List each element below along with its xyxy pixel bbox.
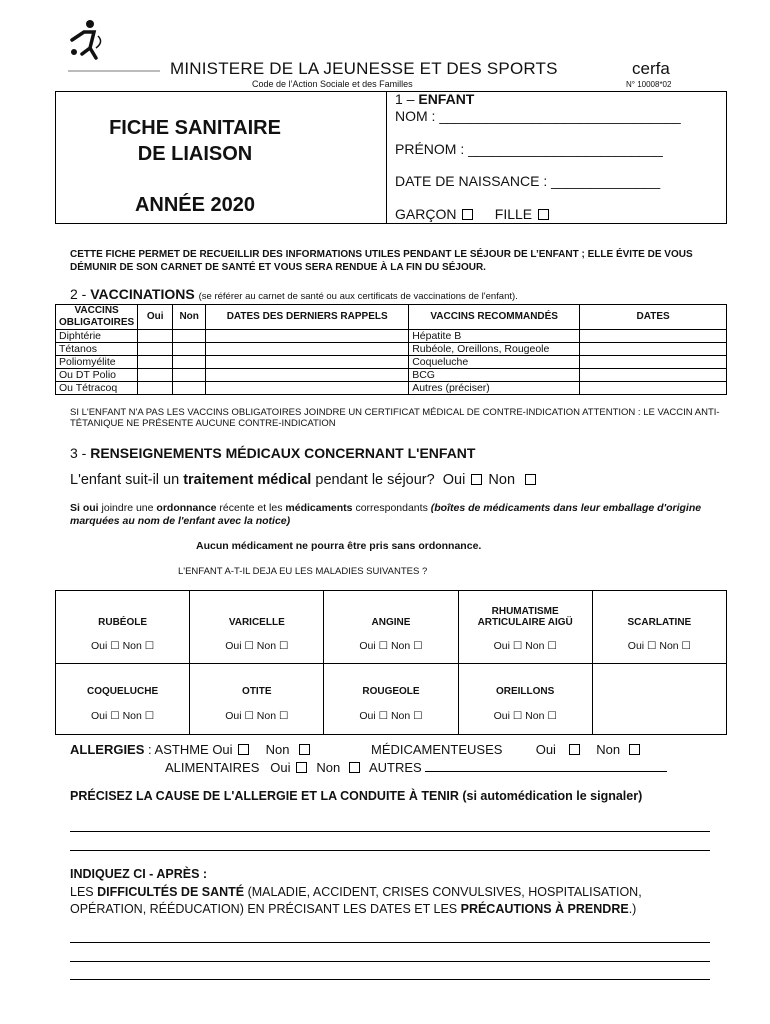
table-row bbox=[56, 369, 727, 382]
header-vaccins-recommandes: VACCINS RECOMMANDÉS bbox=[409, 305, 580, 330]
text-part: joindre une bbox=[101, 502, 154, 514]
maladies-question: L'ENFANT A-T-IL DEJA EU LES MALADIES SUIVANTES ? bbox=[178, 566, 428, 577]
answer-line[interactable] bbox=[70, 979, 710, 980]
vaccinations-heading bbox=[70, 286, 518, 302]
non-label: Non bbox=[488, 472, 516, 488]
non-cell[interactable] bbox=[173, 330, 206, 343]
form-title-line1: FICHE SANITAIRE bbox=[109, 117, 281, 139]
autres-field[interactable] bbox=[425, 759, 667, 772]
vaccinations-table bbox=[55, 304, 727, 395]
maladies-row bbox=[56, 664, 727, 699]
asthme-label: : ASTHME Oui bbox=[148, 742, 233, 757]
text-bold: médicaments bbox=[285, 502, 353, 514]
alim-non-checkbox[interactable] bbox=[349, 762, 360, 773]
non-cell[interactable] bbox=[173, 343, 206, 356]
alimentaires-label: ALIMENTAIRES bbox=[165, 760, 260, 775]
fille-label: FILLE bbox=[494, 206, 533, 222]
date-cell[interactable] bbox=[580, 343, 727, 356]
date-cell[interactable] bbox=[580, 330, 727, 343]
maladies-row bbox=[56, 629, 727, 664]
maladies-row bbox=[56, 698, 727, 735]
oui-cell[interactable] bbox=[138, 330, 173, 343]
section-number: 2 - bbox=[70, 286, 87, 302]
table-row bbox=[56, 343, 727, 356]
allergies-label: ALLERGIES bbox=[70, 742, 145, 757]
date-rappel-cell[interactable] bbox=[206, 356, 409, 369]
date-naissance-field[interactable]: DATE DE NAISSANCE : ______________ bbox=[395, 173, 661, 189]
garcon-checkbox[interactable] bbox=[462, 209, 473, 220]
allergies-row1 bbox=[70, 742, 642, 757]
aucun-medicament: Aucun médicament ne pourra être pris sans ordonnance. bbox=[196, 540, 482, 552]
table-row bbox=[56, 330, 727, 343]
vaccin-obligatoire: Tétanos bbox=[56, 343, 138, 356]
oui-non-choice[interactable]: Oui ☐ Non ☐ bbox=[458, 629, 592, 664]
section-title: ENFANT bbox=[418, 91, 475, 107]
nom-field[interactable]: NOM : _______________________________ bbox=[395, 108, 681, 124]
traitement-non-checkbox[interactable] bbox=[525, 474, 536, 485]
date-rappel-cell[interactable] bbox=[206, 382, 409, 395]
header-dates: DATES bbox=[580, 305, 727, 330]
si-oui: Si oui bbox=[70, 502, 99, 514]
oui-label: Oui bbox=[442, 472, 466, 488]
text-part: correspondants bbox=[355, 502, 428, 514]
vaccin-recommande: Rubéole, Oreillons, Rougeole bbox=[409, 343, 580, 356]
text-part: LES bbox=[70, 885, 94, 899]
header-oui: Oui bbox=[138, 305, 173, 330]
section-subtitle: (se référer au carnet de santé ou aux certificats de vaccinations de l'enfant). bbox=[198, 291, 518, 302]
oui-non-choice[interactable]: Oui ☐ Non ☐ bbox=[56, 629, 190, 664]
vaccination-note: SI L'ENFANT N'A PAS LES VACCINS OBLIGATOIRES JOINDRE UN CERTIFICAT MÉDICAL DE CONTRE-INDICATION ATTENTION : LE VACCIN ANTI-TÉTANIQUE NE PRÉSENTE AUCUNE CONTRE-INDICATION bbox=[70, 407, 720, 429]
date-rappel-cell[interactable] bbox=[206, 330, 409, 343]
maladies-table bbox=[55, 590, 727, 735]
vaccin-recommande: Coqueluche bbox=[409, 356, 580, 369]
cerfa-number: N° 10008*02 bbox=[626, 80, 672, 89]
oui-non-choice[interactable]: Oui ☐ Non ☐ bbox=[324, 698, 458, 735]
oui-cell[interactable] bbox=[138, 343, 173, 356]
text-bold: ordonnance bbox=[156, 502, 217, 514]
date-cell[interactable] bbox=[580, 356, 727, 369]
non-label: Non bbox=[596, 742, 621, 757]
text-italic: (boîtes de médicaments dans leur emballage d'origine marquées au nom de l'enfant avec la notice) bbox=[70, 502, 702, 527]
non-cell[interactable] bbox=[173, 356, 206, 369]
maladie-varicelle: VARICELLE bbox=[190, 591, 324, 630]
answer-line[interactable] bbox=[70, 831, 710, 832]
header-dates-rappels: DATES DES DERNIERS RAPPELS bbox=[206, 305, 409, 330]
asthme-oui-checkbox[interactable] bbox=[238, 744, 249, 755]
section-number: 3 - bbox=[70, 445, 87, 461]
maladie-oreillons: OREILLONS bbox=[458, 664, 592, 699]
medicamenteuses-label: MÉDICAMENTEUSES bbox=[370, 742, 503, 757]
traitement-question bbox=[70, 472, 538, 488]
section-title: VACCINATIONS bbox=[90, 286, 195, 302]
question-text-end: pendant le séjour? bbox=[315, 472, 435, 488]
maladie-rubeole: RUBÉOLE bbox=[56, 591, 190, 630]
maladie-angine: ANGINE bbox=[324, 591, 458, 630]
table-header-row bbox=[56, 305, 727, 330]
non-label: Non bbox=[316, 760, 341, 775]
oui-cell[interactable] bbox=[138, 369, 173, 382]
section-number: 1 – bbox=[395, 91, 415, 107]
date-cell[interactable] bbox=[580, 369, 727, 382]
text-bold: DIFFICULTÉS DE SANTÉ bbox=[97, 885, 245, 899]
medical-heading bbox=[70, 445, 475, 461]
prenom-field[interactable]: PRÉNOM : _________________________ bbox=[395, 141, 663, 157]
si-oui-text bbox=[70, 502, 710, 528]
indiquez-heading: INDIQUEZ CI - APRÈS : bbox=[70, 867, 208, 881]
answer-line[interactable] bbox=[70, 850, 710, 851]
text-part: (MALADIE, ACCIDENT, CRISES CONVULSIVES, HOSPITALISATION, OPÉRATION, RÉÉDUCATION) EN PRÉCISANT LES DATES ET LES bbox=[70, 885, 642, 916]
section-title: RENSEIGNEMENTS MÉDICAUX CONCERNANT L'ENFANT bbox=[90, 445, 476, 461]
maladie-rhumatisme: RHUMATISME ARTICULAIRE AIGÜ bbox=[458, 591, 592, 630]
garcon-label: GARÇON bbox=[395, 206, 457, 222]
text-bold: PRÉCAUTIONS À PRENDRE bbox=[460, 902, 629, 916]
ministry-name: MINISTERE DE LA JEUNESSE ET DES SPORTS bbox=[170, 59, 558, 78]
asthme-non-checkbox[interactable] bbox=[299, 744, 310, 755]
vaccin-recommande: Autres (préciser) bbox=[409, 382, 580, 395]
answer-line[interactable] bbox=[70, 942, 710, 943]
difficultes-text bbox=[70, 884, 720, 918]
answer-line[interactable] bbox=[70, 961, 710, 962]
oui-non-choice[interactable]: Oui ☐ Non ☐ bbox=[190, 629, 324, 664]
oui-non-choice[interactable]: Oui ☐ Non ☐ bbox=[592, 629, 726, 664]
ministry-logo bbox=[64, 18, 164, 78]
table-row bbox=[56, 356, 727, 369]
autres-label: AUTRES bbox=[368, 760, 422, 775]
empty-cell bbox=[592, 664, 726, 699]
form-title-line2: DE LIAISON bbox=[137, 143, 253, 165]
oui-non-choice[interactable]: Oui ☐ Non ☐ bbox=[56, 698, 190, 735]
date-rappel-cell[interactable] bbox=[206, 369, 409, 382]
header-divider bbox=[386, 91, 387, 224]
form-year: ANNÉE 2020 bbox=[134, 194, 256, 216]
sexe-row bbox=[395, 206, 551, 222]
medic-non-checkbox[interactable] bbox=[629, 744, 640, 755]
oui-label: Oui bbox=[270, 760, 291, 775]
question-bold: traitement médical bbox=[183, 472, 312, 488]
empty-cell bbox=[592, 698, 726, 735]
maladies-row bbox=[56, 591, 727, 630]
alim-oui-checkbox[interactable] bbox=[296, 762, 307, 773]
non-label: Non bbox=[265, 742, 290, 757]
text-part: .) bbox=[628, 902, 637, 916]
vaccin-recommande: Hépatite B bbox=[409, 330, 580, 343]
medic-oui-checkbox[interactable] bbox=[569, 744, 580, 755]
oui-non-choice[interactable]: Oui ☐ Non ☐ bbox=[324, 629, 458, 664]
header-non: Non bbox=[173, 305, 206, 330]
oui-label: Oui bbox=[535, 742, 556, 757]
vaccin-obligatoire: Ou Tétracoq bbox=[56, 382, 138, 395]
allergies-row2 bbox=[165, 759, 667, 775]
table-row bbox=[56, 382, 727, 395]
section-enfant-heading bbox=[395, 91, 474, 107]
date-rappel-cell[interactable] bbox=[206, 343, 409, 356]
question-text: L'enfant suit-il un bbox=[70, 472, 180, 488]
non-cell[interactable] bbox=[173, 369, 206, 382]
vaccin-obligatoire: Poliomyélite bbox=[56, 356, 138, 369]
precisez-allergie: PRÉCISEZ LA CAUSE DE L'ALLERGIE ET LA CONDUITE À TENIR (si automédication le signaler) bbox=[70, 789, 643, 803]
text-part: récente et les bbox=[219, 502, 283, 514]
vaccin-obligatoire: Diphtérie bbox=[56, 330, 138, 343]
cerfa-label: cerfa bbox=[632, 59, 670, 78]
header-vaccins-obligatoires: VACCINS OBLIGATOIRES bbox=[56, 305, 138, 330]
fille-checkbox[interactable] bbox=[538, 209, 549, 220]
vaccin-recommande: BCG bbox=[409, 369, 580, 382]
oui-cell[interactable] bbox=[138, 382, 173, 395]
non-cell[interactable] bbox=[173, 382, 206, 395]
oui-non-choice[interactable]: Oui ☐ Non ☐ bbox=[458, 698, 592, 735]
maladie-scarlatine: SCARLATINE bbox=[592, 591, 726, 630]
intro-text: CETTE FICHE PERMET DE RECUEILLIR DES INFORMATIONS UTILES PENDANT LE SÉJOUR DE L’ENFANT ; ELLE ÉVITE DE VOUS DÉMUNIR DE SON CARNET DE SANTÉ ET VOUS SERA RENDUE À LA FIN DU SÉJOUR. bbox=[70, 249, 693, 273]
vaccin-obligatoire: Ou DT Polio bbox=[56, 369, 138, 382]
traitement-oui-checkbox[interactable] bbox=[471, 474, 482, 485]
oui-cell[interactable] bbox=[138, 356, 173, 369]
maladie-coqueluche: COQUELUCHE bbox=[56, 664, 190, 699]
code-reference: Code de l’Action Sociale et des Familles bbox=[252, 79, 413, 89]
date-cell[interactable] bbox=[580, 382, 727, 395]
oui-non-choice[interactable]: Oui ☐ Non ☐ bbox=[190, 698, 324, 735]
maladie-otite: OTITE bbox=[190, 664, 324, 699]
maladie-rougeole: ROUGEOLE bbox=[324, 664, 458, 699]
